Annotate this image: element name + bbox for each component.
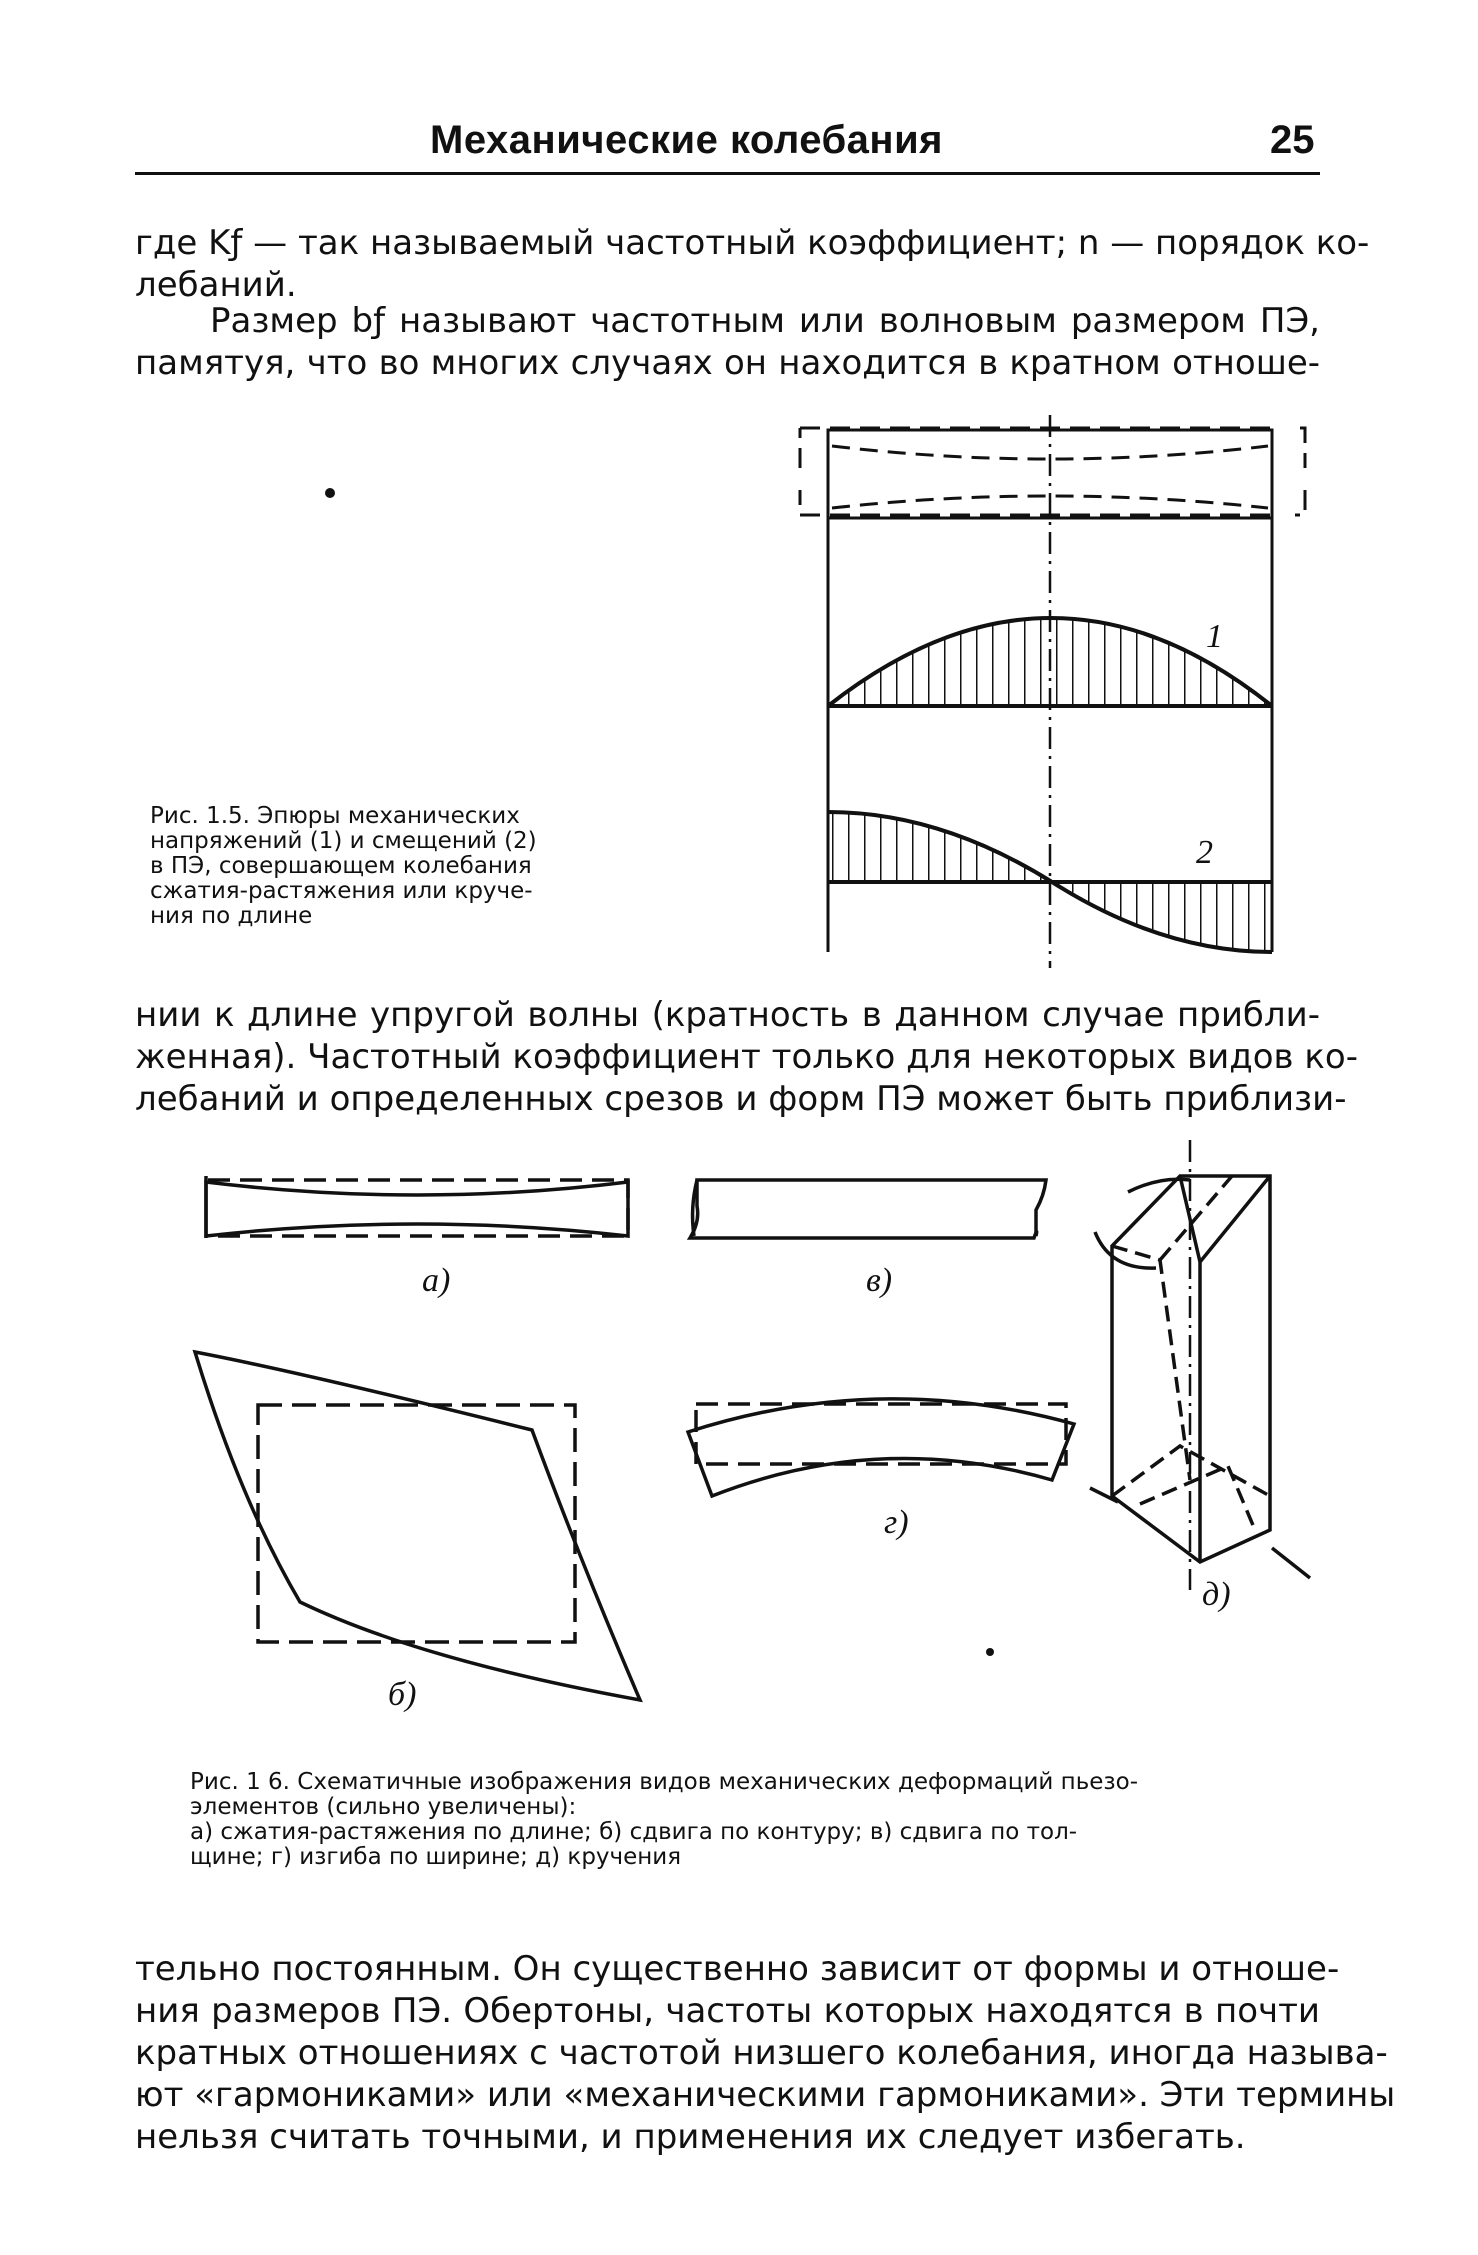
paragraph-1-line-2: лебаний. [135, 265, 297, 305]
paragraph-4 [135, 1948, 1396, 2158]
fig16g-bent-beam [688, 1399, 1074, 1496]
fig16d-right-rotation-arrow [1272, 1548, 1310, 1578]
fig16g-bending [688, 1399, 1074, 1496]
fig16b-contour-shear [195, 1352, 640, 1700]
paragraph-4-line-5: нельзя считать точными, и применения их следует избегать. [135, 2117, 1246, 2157]
fig16d-torsion [1090, 1140, 1310, 1590]
figure-1-5-caption-line: Рис. 1.5. Эпюры механических [150, 803, 520, 829]
paragraph-4-line-3: кратных отношениях с частотой низшего колебания, иногда называ- [135, 2033, 1388, 2073]
paragraph-1-line-1: где Kƒ — так называемый частотный коэффициент; n — порядок ко- [135, 223, 1370, 263]
fig16a-compression-tension [206, 1176, 628, 1238]
fig16d-prism-edges [1180, 1176, 1270, 1562]
figure-1-5-caption-line: ния по длине [150, 903, 313, 929]
fig16-label-g: г) [884, 1504, 909, 1541]
figure-1-6-caption-line: элементов (сильно увеличены): [190, 1794, 577, 1820]
fig16v-thickness-shear [690, 1180, 1046, 1238]
page-number: 25 [1270, 118, 1315, 162]
paragraph-4-line-2: ния размеров ПЭ. Обертоны, частоты которых находятся в почти [135, 1991, 1320, 2031]
paragraph-3-line-1: нии к длине упругой волны (кратность в данном случае прибли- [135, 995, 1320, 1035]
fig16d-twisted-edges [1112, 1176, 1232, 1480]
paragraph-4-line-1: тельно постоянным. Он существенно зависит от формы и отноше- [135, 1949, 1340, 1989]
fig16-stray-dot [986, 1648, 994, 1656]
fig16-label-d: д) [1202, 1576, 1231, 1613]
paragraph-3-line-2: женная). Частотный коэффициент только для некоторых видов ко- [135, 1037, 1359, 1077]
paragraph-3-line-3: лебаний и определенных срезов и форм ПЭ может быть приблизи- [135, 1079, 1347, 1119]
fig16-label-v: в) [866, 1262, 893, 1299]
paragraph-2-line-1: Размер bƒ называют частотным или волновым размером ПЭ, [210, 301, 1320, 341]
figure-1-6-caption-line: Рис. 1 6. Схематичные изображения видов механических деформаций пьезо- [190, 1769, 1138, 1795]
fig16-label-b: б) [388, 1676, 417, 1713]
figure-1-6-caption-line: а) сжатия-растяжения по длине; б) сдвига по контуру; в) сдвига по тол- [190, 1819, 1078, 1845]
paragraph-4-line-4: ют «гармониками» или «механическими гармониками». Эти термины [135, 2075, 1396, 2115]
figure-1-5-caption-line: напряжений (1) и смещений (2) [150, 828, 537, 854]
figure-1-6-caption-line: щине; г) изгиба по ширине; д) кручения [190, 1844, 682, 1870]
running-header-title: Механические колебания [430, 118, 944, 162]
figure-1-5-caption-line: сжатия-растяжения или круче- [150, 878, 533, 904]
figure-1-5-caption-line: в ПЭ, совершающем колебания [150, 853, 532, 879]
fig16-label-a: а) [422, 1262, 451, 1299]
fig16a-deformed-shape [206, 1182, 628, 1236]
figure-1-6-caption [190, 1770, 1320, 1870]
fig16v-outline [690, 1180, 1046, 1238]
fig15-curve-label-2: 2 [1196, 834, 1213, 871]
paragraph-2-line-2: памятуя, что во многих случаях он находится в кратном отноше- [135, 343, 1320, 383]
fig15-curve-label-1: 1 [1206, 618, 1223, 655]
